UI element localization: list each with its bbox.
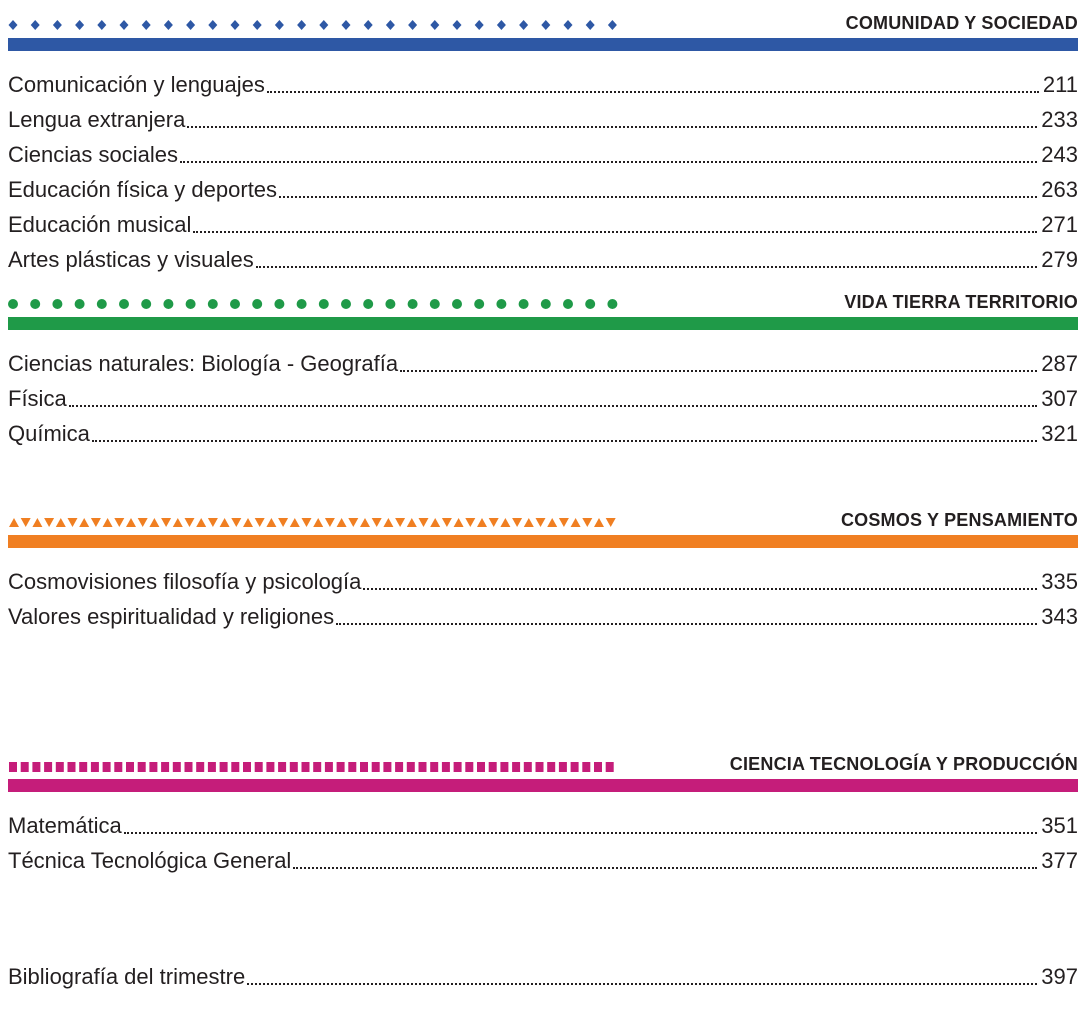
dot-leader: [336, 623, 1037, 625]
entry-page: 335: [1041, 569, 1078, 594]
toc-entry[interactable]: [8, 346, 1078, 381]
entry-page: 287: [1041, 351, 1078, 376]
diamond-pattern-icon: [8, 18, 633, 32]
dot-leader: [279, 196, 1037, 198]
bibliography-entry-block: [8, 959, 1078, 994]
dot-leader: [256, 266, 1038, 268]
entry-page: 263: [1041, 177, 1078, 202]
square-pattern-icon: [8, 759, 633, 773]
entry-title: Matemática: [8, 813, 122, 838]
dot-leader: [180, 161, 1037, 163]
section-color-bar: [8, 38, 1078, 51]
toc-entry[interactable]: [8, 808, 1078, 843]
dot-leader: [193, 231, 1037, 233]
dot-leader: [400, 370, 1037, 372]
toc-entry[interactable]: [8, 207, 1078, 242]
entry-page: 307: [1041, 386, 1078, 411]
dot-leader: [187, 126, 1037, 128]
section-header: [8, 745, 1078, 779]
entry-page: 343: [1041, 604, 1078, 629]
dot-leader: [124, 832, 1038, 834]
section-ciencia-tecnologia-y-produccion: [8, 745, 1078, 878]
dot-leader: [69, 405, 1038, 407]
section-title: COSMOS Y PENSAMIENTO: [840, 510, 1078, 530]
toc-entry[interactable]: [8, 172, 1078, 207]
entry-page: 211: [1042, 72, 1078, 97]
dot-leader: [267, 91, 1039, 93]
toc-entry[interactable]: [8, 564, 1078, 599]
toc-entry[interactable]: [8, 381, 1078, 416]
dot-leader: [92, 440, 1037, 442]
dot-leader: [363, 588, 1037, 590]
entry-title: Bibliografía del trimestre: [8, 964, 246, 989]
entry-list: [8, 564, 1078, 634]
entry-page: 271: [1041, 212, 1078, 237]
dot-leader: [247, 983, 1037, 985]
circle-pattern-icon: [8, 297, 633, 311]
entry-title: Cosmovisiones filosofía y psicología: [8, 569, 362, 594]
section-title: CIENCIA TECNOLOGÍA Y PRODUCCIÓN: [729, 754, 1078, 774]
entry-list: [8, 808, 1078, 878]
toc-entry[interactable]: [8, 102, 1078, 137]
toc-entry[interactable]: [8, 416, 1078, 451]
section-comunidad-y-sociedad: [8, 4, 1078, 277]
entry-page: 243: [1041, 142, 1078, 167]
section-vida-tierra-territorio: [8, 283, 1078, 451]
entry-page: 351: [1041, 813, 1078, 838]
section-title: COMUNIDAD Y SOCIEDAD: [845, 13, 1078, 33]
toc-entry-bibliography[interactable]: [8, 959, 1078, 994]
entry-title: Química: [8, 421, 90, 446]
entry-list: [8, 67, 1078, 277]
toc-entry[interactable]: [8, 242, 1078, 277]
entry-title: Valores espiritualidad y religiones: [8, 604, 335, 629]
entry-title: Artes plásticas y visuales: [8, 247, 254, 272]
entry-list: [8, 346, 1078, 451]
section-header: [8, 283, 1078, 317]
entry-title: Comunicación y lenguajes: [8, 72, 265, 97]
entry-title: Educación musical: [8, 212, 192, 237]
toc-entry[interactable]: [8, 599, 1078, 634]
section-color-bar: [8, 779, 1078, 792]
dot-leader: [293, 867, 1037, 869]
entry-page: 377: [1041, 848, 1078, 873]
entry-page: 321: [1041, 421, 1078, 446]
section-header: [8, 501, 1078, 535]
toc-entry[interactable]: [8, 137, 1078, 172]
entry-title: Técnica Tecnológica General: [8, 848, 292, 873]
section-color-bar: [8, 535, 1078, 548]
entry-title: Física: [8, 386, 67, 411]
entry-page: 233: [1041, 107, 1078, 132]
entry-title: Ciencias sociales: [8, 142, 178, 167]
section-cosmos-y-pensamiento: [8, 501, 1078, 634]
toc-entry[interactable]: [8, 843, 1078, 878]
section-color-bar: [8, 317, 1078, 330]
section-header: [8, 4, 1078, 38]
section-title: VIDA TIERRA TERRITORIO: [844, 292, 1078, 312]
entry-title: Lengua extranjera: [8, 107, 186, 132]
entry-page: 279: [1041, 247, 1078, 272]
entry-title: Ciencias naturales: Biología - Geografía: [8, 351, 399, 376]
entry-page: 397: [1041, 964, 1078, 989]
entry-title: Educación física y deportes: [8, 177, 278, 202]
triangle-pattern-icon: [8, 515, 633, 529]
toc-entry[interactable]: [8, 67, 1078, 102]
